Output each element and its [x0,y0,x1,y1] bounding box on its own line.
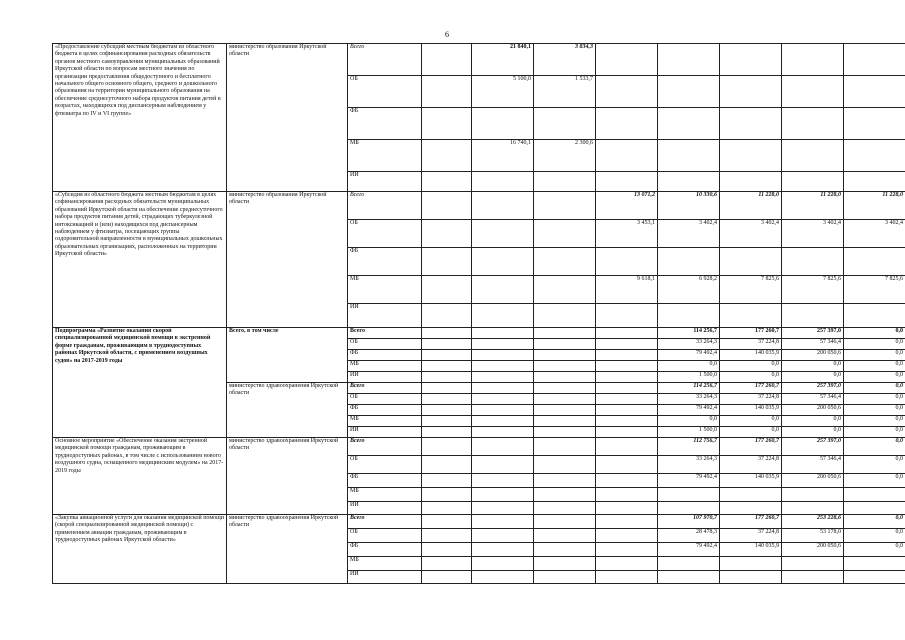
value-cell: 0,0 [844,456,905,474]
value-cell: 0,0 [844,474,905,488]
value-cell [422,557,472,571]
value-cell [596,339,658,350]
program-name: «Предоставление субсидий местным бюджетам из областного бюджета в целях софинансирования расходных обязательств органов местного самоуправления муниципальных образований Иркутской области по вопросам местного значения по организации предоставления общедоступного и бесплатного начального общего основного общего, среднего и дошкольного образования на территории муниципального образования на обеспечение среднесуточного набора продуктов питания детей в возрастах, находящихся под диспансерным наблюдением у фтизиатра по IV и VI группе» [53,44,227,192]
source-cell: МБ [348,140,422,172]
value-cell [534,372,596,383]
value-cell [534,571,596,584]
value-cell [658,172,720,192]
value-cell [844,108,905,140]
value-cell [422,502,472,515]
value-cell [422,427,472,438]
source-cell: ИИ [348,372,422,383]
value-cell: 1 500,0 [658,427,720,438]
value-cell: 13 071,2 [596,192,658,220]
source-cell: ОБ [348,220,422,248]
value-cell: 0,0 [844,543,905,557]
value-cell [720,488,782,502]
value-cell [534,339,596,350]
source-cell: ФБ [348,405,422,416]
value-cell [844,140,905,172]
value-cell [658,248,720,276]
value-cell [472,172,534,192]
value-cell: 7 825,6 [782,276,844,304]
value-cell [534,474,596,488]
source-cell: ФБ [348,543,422,557]
value-cell [472,361,534,372]
value-cell [782,248,844,276]
source-cell: МБ [348,361,422,372]
value-cell [422,361,472,372]
source-cell: МБ [348,488,422,502]
value-cell [782,557,844,571]
value-cell: 114 256,7 [658,383,720,394]
source-cell: ФБ [348,248,422,276]
value-cell [596,361,658,372]
value-cell [596,350,658,361]
value-cell: 140 035,9 [720,543,782,557]
value-cell [472,108,534,140]
value-cell [844,571,905,584]
value-cell: 79 492,4 [658,405,720,416]
value-cell [782,108,844,140]
value-cell [658,108,720,140]
value-cell: 3 402,4 [720,220,782,248]
source-cell: МБ [348,557,422,571]
value-cell [720,76,782,108]
value-cell: 140 035,9 [720,350,782,361]
executor-cell: Всего, в том числе [227,328,348,383]
value-cell [534,427,596,438]
value-cell [596,383,658,394]
value-cell [596,557,658,571]
value-cell [782,44,844,76]
value-cell: 33 264,3 [658,394,720,405]
value-cell [422,529,472,543]
value-cell [472,248,534,276]
value-cell: 16 740,1 [472,140,534,172]
value-cell: 57 346,4 [782,456,844,474]
value-cell [596,456,658,474]
value-cell: 200 050,6 [782,543,844,557]
value-cell [844,502,905,515]
value-cell: 0,0 [782,416,844,427]
value-cell [782,488,844,502]
value-cell: 0,0 [844,529,905,543]
value-cell [596,304,658,328]
value-cell: 177 260,7 [720,515,782,529]
value-cell [534,108,596,140]
value-cell [472,339,534,350]
value-cell [596,438,658,456]
value-cell [844,248,905,276]
value-cell: 3 402,4 [844,220,905,248]
value-cell [422,438,472,456]
table-row [53,328,905,339]
source-cell: ФБ [348,108,422,140]
value-cell [472,383,534,394]
value-cell [422,383,472,394]
value-cell [534,502,596,515]
value-cell [422,474,472,488]
value-cell [472,304,534,328]
value-cell: 0,0 [844,328,905,339]
value-cell [782,172,844,192]
value-cell: 2 300,6 [534,140,596,172]
value-cell: 0,0 [844,405,905,416]
value-cell: 177 260,7 [720,438,782,456]
value-cell [422,339,472,350]
executor-cell: министерство здравоохранения Иркутской области [227,515,348,584]
source-cell: ИИ [348,304,422,328]
value-cell [596,394,658,405]
value-cell [596,140,658,172]
value-cell: 112 756,7 [658,438,720,456]
value-cell: 257 397,0 [782,383,844,394]
value-cell [472,488,534,502]
value-cell [534,405,596,416]
value-cell [534,557,596,571]
value-cell: 37 224,8 [720,529,782,543]
value-cell: 0,0 [720,416,782,427]
value-cell [596,474,658,488]
executor-cell: министерство образования Иркутской области [227,44,348,192]
value-cell: 9 618,1 [596,276,658,304]
value-cell [596,427,658,438]
value-cell [422,456,472,474]
value-cell [658,140,720,172]
value-cell [658,557,720,571]
value-cell: 37 224,8 [720,394,782,405]
value-cell: 0,0 [844,427,905,438]
value-cell [534,515,596,529]
value-cell: 10 330,6 [658,192,720,220]
value-cell [534,488,596,502]
value-cell [534,350,596,361]
value-cell [422,44,472,76]
source-cell: ИИ [348,427,422,438]
value-cell [422,488,472,502]
value-cell: 6 928,2 [658,276,720,304]
value-cell [596,405,658,416]
budget-table [52,43,905,584]
value-cell [534,383,596,394]
value-cell [720,557,782,571]
value-cell: 200 050,6 [782,405,844,416]
value-cell [782,502,844,515]
source-cell: ФБ [348,474,422,488]
value-cell: 79 492,4 [658,474,720,488]
value-cell [422,108,472,140]
value-cell: 200 050,6 [782,350,844,361]
value-cell [472,372,534,383]
value-cell [658,44,720,76]
program-name: Основное мероприятие «Обеспечение оказания экстренной медицинской помощи гражданам, проживающим в труднодоступных районах, в том числе с использованием нового воздушного судна, оснащенного медицинским модулем» на 2017-2019 годы [53,438,227,515]
value-cell [596,44,658,76]
value-cell: 37 224,8 [720,456,782,474]
value-cell [422,350,472,361]
value-cell [534,220,596,248]
value-cell [844,76,905,108]
value-cell [422,248,472,276]
value-cell [534,543,596,557]
value-cell [472,557,534,571]
value-cell: 0,0 [844,515,905,529]
source-cell: ИИ [348,172,422,192]
value-cell: 0,0 [844,416,905,427]
value-cell [534,328,596,339]
value-cell [844,44,905,76]
source-cell: МБ [348,276,422,304]
value-cell [782,76,844,108]
value-cell [472,427,534,438]
value-cell [596,416,658,427]
value-cell: 0,0 [658,361,720,372]
value-cell [596,172,658,192]
value-cell: 3 834,3 [534,44,596,76]
value-cell [472,350,534,361]
value-cell: 107 970,7 [658,515,720,529]
value-cell [720,571,782,584]
value-cell [782,571,844,584]
value-cell [472,515,534,529]
value-cell: 0,0 [844,361,905,372]
value-cell [422,192,472,220]
value-cell [422,172,472,192]
value-cell: 11 228,0 [720,192,782,220]
value-cell: 253 228,6 [782,515,844,529]
value-cell [472,529,534,543]
source-cell: ОБ [348,394,422,405]
value-cell [534,248,596,276]
program-name: «Субсидия из областного бюджета местным бюджетам в целях софинансирования расходных обязательств муниципальных образований Иркутской области на обеспечение среднесуточного набора продуктов питания детей, страдающих туберкулезной интоксикацией и (или) находящихся под диспансерным наблюдением у фтизиатра, посещающих группы оздоровительной направленности в муниципальных дошкольных образовательных организациях, расположенных на территории Иркутской области» [53,192,227,328]
value-cell [472,394,534,405]
value-cell [472,543,534,557]
value-cell: 0,0 [782,361,844,372]
program-name: «Закупка авиационной услуги для оказания медицинской помощи (скорой специализированной медицинской помощи) с применением авиации гражданам, проживающим в труднодоступных районах Иркутской области» [53,515,227,584]
value-cell: 3 453,1 [596,220,658,248]
value-cell [422,543,472,557]
source-cell: ОБ [348,529,422,543]
value-cell [720,248,782,276]
value-cell [472,456,534,474]
value-cell [534,416,596,427]
value-cell [472,328,534,339]
value-cell: 7 825,6 [844,276,905,304]
value-cell: 140 035,9 [720,405,782,416]
value-cell [472,502,534,515]
value-cell [422,140,472,172]
value-cell [658,502,720,515]
source-cell: МБ [348,416,422,427]
value-cell [422,304,472,328]
value-cell [422,416,472,427]
source-cell: Всего [348,438,422,456]
value-cell [534,529,596,543]
executor-cell: министерство здравоохранения Иркутской области [227,438,348,515]
executor-cell: министерство образования Иркутской области [227,192,348,328]
value-cell [844,304,905,328]
value-cell: 37 224,8 [720,339,782,350]
value-cell: 28 478,3 [658,529,720,543]
value-cell: 11 228,0 [844,192,905,220]
value-cell: 0,0 [782,372,844,383]
value-cell [422,394,472,405]
source-cell: Всего [348,192,422,220]
value-cell [658,76,720,108]
value-cell [534,304,596,328]
source-cell: ИИ [348,571,422,584]
value-cell [658,488,720,502]
value-cell [422,220,472,248]
value-cell: 0,0 [844,383,905,394]
value-cell: 57 346,4 [782,339,844,350]
value-cell: 0,0 [844,438,905,456]
value-cell [596,571,658,584]
program-name: Подпрограмма «Развитие оказания скорой специализированной медицинской помощи в экстренной форме гражданам, проживающим в труднодоступных районах Иркутской области, с применением воздушных судов» на 2017-2019 годы [53,328,227,438]
value-cell [534,438,596,456]
source-cell: Всего [348,383,422,394]
source-cell: Всего [348,328,422,339]
value-cell [720,108,782,140]
source-cell: ИИ [348,502,422,515]
page-number: 6 [445,30,449,39]
value-cell: 53 178,0 [782,529,844,543]
value-cell [472,276,534,304]
source-cell: Всего [348,515,422,529]
value-cell [472,416,534,427]
value-cell: 0,0 [844,339,905,350]
value-cell [596,248,658,276]
value-cell [422,405,472,416]
value-cell: 114 256,7 [658,328,720,339]
value-cell [596,108,658,140]
value-cell: 3 402,4 [658,220,720,248]
value-cell [596,488,658,502]
value-cell [472,405,534,416]
value-cell: 3 402,4 [782,220,844,248]
value-cell: 0,0 [844,372,905,383]
source-cell: ОБ [348,76,422,108]
value-cell [422,372,472,383]
value-cell: 0,0 [720,427,782,438]
value-cell: 7 825,6 [720,276,782,304]
value-cell [596,328,658,339]
value-cell: 1 533,7 [534,76,596,108]
table-row [53,515,905,529]
value-cell [658,304,720,328]
value-cell [782,304,844,328]
value-cell [422,571,472,584]
source-cell: Всего [348,44,422,76]
value-cell: 257 397,0 [782,438,844,456]
table-row [53,192,905,220]
value-cell: 1 500,0 [658,372,720,383]
value-cell [534,456,596,474]
value-cell [596,515,658,529]
value-cell: 5 100,0 [472,76,534,108]
value-cell: 79 492,4 [658,543,720,557]
value-cell: 0,0 [720,361,782,372]
value-cell [472,438,534,456]
value-cell: 11 228,0 [782,192,844,220]
value-cell [844,172,905,192]
value-cell: 0,0 [844,394,905,405]
value-cell [596,502,658,515]
value-cell [472,571,534,584]
value-cell: 0,0 [782,427,844,438]
value-cell: 140 035,9 [720,474,782,488]
table-row [53,438,905,456]
value-cell [782,140,844,172]
value-cell: 79 492,4 [658,350,720,361]
value-cell [472,220,534,248]
value-cell [720,502,782,515]
value-cell [596,543,658,557]
value-cell [422,515,472,529]
value-cell: 177 260,7 [720,383,782,394]
value-cell: 57 346,4 [782,394,844,405]
value-cell: 21 840,1 [472,44,534,76]
value-cell [720,140,782,172]
value-cell [720,172,782,192]
value-cell: 33 264,3 [658,456,720,474]
value-cell [534,361,596,372]
value-cell [844,488,905,502]
value-cell [720,44,782,76]
value-cell [472,474,534,488]
value-cell: 257 397,0 [782,328,844,339]
value-cell [422,76,472,108]
source-cell: ФБ [348,350,422,361]
value-cell [422,276,472,304]
value-cell: 200 050,6 [782,474,844,488]
value-cell: 0,0 [658,416,720,427]
value-cell: 0,0 [720,372,782,383]
value-cell: 33 264,3 [658,339,720,350]
value-cell [596,76,658,108]
value-cell: 0,0 [844,350,905,361]
value-cell [534,276,596,304]
value-cell [472,192,534,220]
source-cell: ОБ [348,339,422,350]
value-cell [596,529,658,543]
executor-cell: министерство здравоохранения Иркутской области [227,383,348,438]
source-cell: ОБ [348,456,422,474]
value-cell [596,372,658,383]
value-cell [534,192,596,220]
value-cell [658,571,720,584]
table-row [53,44,905,76]
value-cell [534,172,596,192]
value-cell [422,328,472,339]
value-cell [534,394,596,405]
value-cell: 177 260,7 [720,328,782,339]
value-cell [720,304,782,328]
value-cell [844,557,905,571]
